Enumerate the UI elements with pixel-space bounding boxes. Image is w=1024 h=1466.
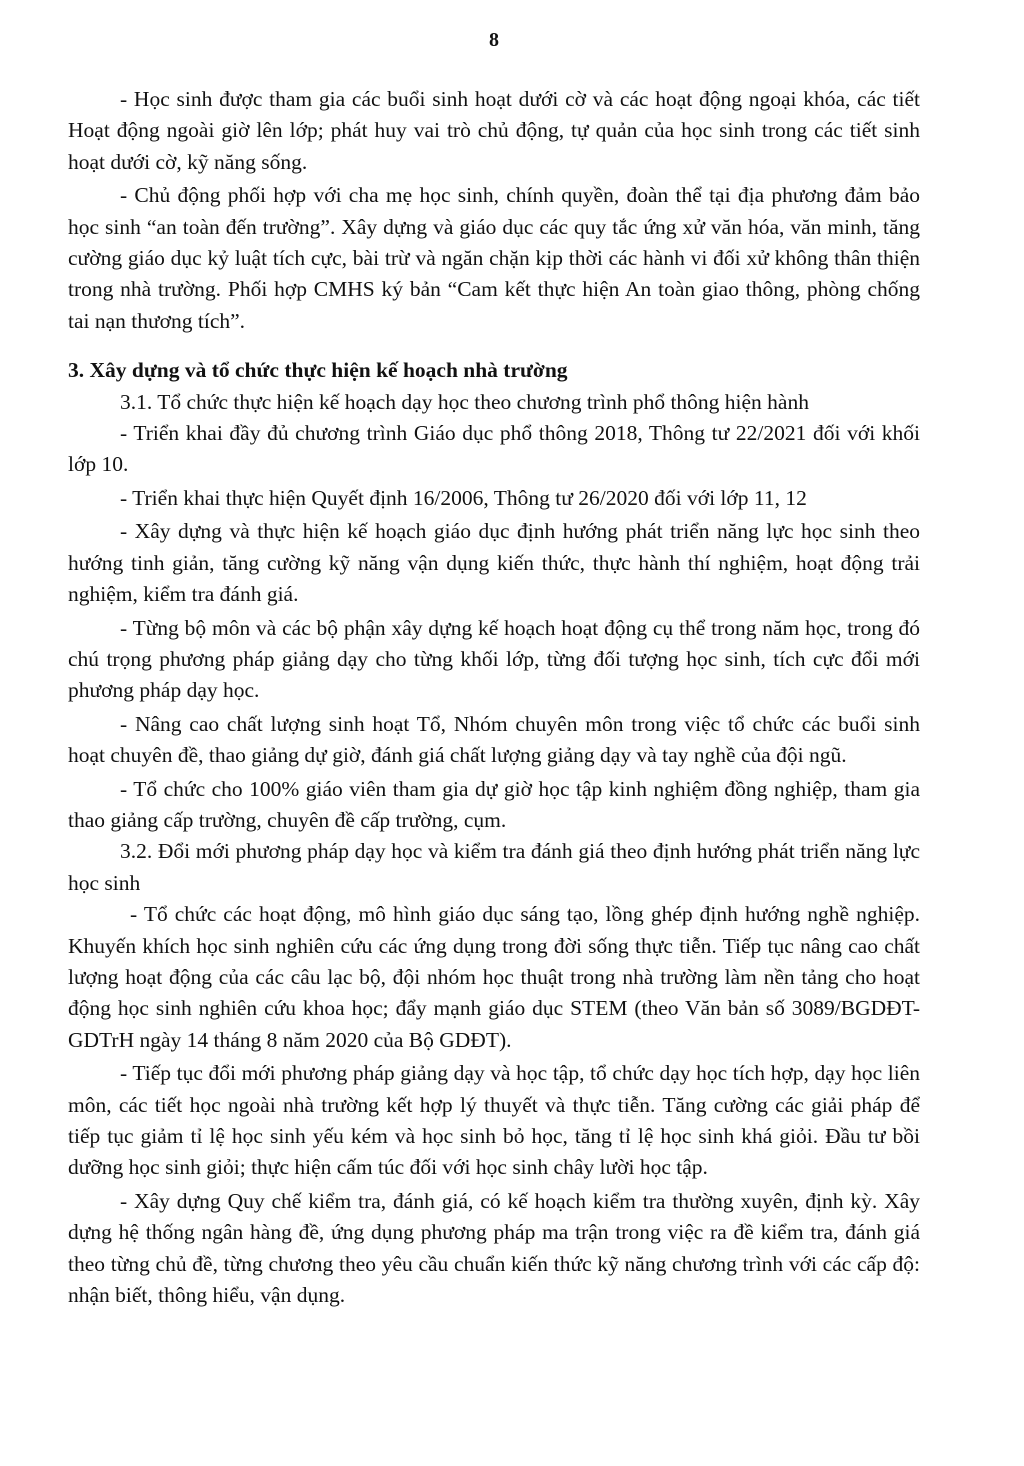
list-item: - Từng bộ môn và các bộ phận xây dựng kế hoạch hoạt động cụ thể trong năm học, trong đó chú trọng phương pháp giảng dạy cho từng khối lớp, từng đối tượng học sinh, tích cực đổi mới phương pháp dạy học. (68, 615, 920, 703)
list-item: - Triển khai đầy đủ chương trình Giáo dục phổ thông 2018, Thông tư 22/2021 đối với khối lớp 10. (68, 421, 920, 477)
list-item: - Triển khai thực hiện Quyết định 16/2006, Thông tư 26/2020 đối với lớp 11, 12 (120, 485, 807, 510)
subsection-title-3-2: 3.2. Đổi mới phương pháp dạy học và kiểm tra đánh giá theo định hướng phát triển năng lực học sinh (68, 839, 920, 895)
list-item: - Tổ chức cho 100% giáo viên tham gia dự giờ học tập kinh nghiệm đồng nghiệp, tham gia thao giảng cấp trường, chuyên đề cấp trường, cụm. (68, 776, 920, 832)
list-item: - Tiếp tục đổi mới phương pháp giảng dạy và học tập, tổ chức dạy học tích hợp, dạy học liên môn, các tiết học ngoài nhà trường kết hợp lý thuyết và thực tiễn. Tăng cường các giải pháp để tiếp tục giảm tỉ lệ học sinh yếu kém và học sinh bỏ học, tăng tỉ lệ học sinh khá giỏi. Đầu tư bồi dưỡng học sinh giỏi; thực hiện cấm túc đối với học sinh chây lười học tập. (68, 1061, 920, 1180)
paragraph-student-activities: - Học sinh được tham gia các buổi sinh hoạt dưới cờ và các hoạt động ngoại khóa, các tiết Hoạt động ngoài giờ lên lớp; phát huy vai trò chủ động, tự quản của học sinh trong các tiết sinh hoạt dưới cờ, kỹ năng sống. (68, 87, 920, 174)
list-item: - Tổ chức các hoạt động, mô hình giáo dục sáng tạo, lồng ghép định hướng nghề nghiệp. Khuyến khích học sinh nghiên cứu các ứng dụng trong đời sống thực tiễn. Tiếp tục nâng cao chất lượng hoạt động của các câu lạc bộ, đội nhóm học thuật trong nhà trường làm nền tảng cho hoạt động học sinh nghiên cứu khoa học; đẩy mạnh giáo dục STEM (theo Văn bản số 3089/BGDĐT-GDTrH ngày 14 tháng 8 năm 2020 của Bộ GDĐT). (68, 902, 920, 1052)
list-item: - Nâng cao chất lượng sinh hoạt Tổ, Nhóm chuyên môn trong việc tổ chức các buổi sinh hoạt chuyên đề, thao giảng dự giờ, đánh giá chất lượng giảng dạy và tay nghề của đội ngũ. (68, 711, 920, 768)
list-item: - Xây dựng Quy chế kiểm tra, đánh giá, có kế hoạch kiểm tra thường xuyên, định kỳ. Xây dựng hệ thống ngân hàng đề, ứng dụng phương pháp ma trận trong việc ra đề kiểm tra, đánh giá theo từng chủ đề, từng chương theo yêu cầu chuẩn kiến thức kỹ năng chương trình với các cấp độ: nhận biết, thông hiểu, vận dụng. (68, 1188, 920, 1308)
section-heading: 3. Xây dựng và tổ chức thực hiện kế hoạch nhà trường (68, 358, 568, 383)
page-number: 8 (489, 29, 499, 51)
list-item: - Xây dựng và thực hiện kế hoạch giáo dục định hướng phát triển năng lực học sinh theo hướng tinh giản, tăng cường kỹ năng vận dụng kiến thức, thực hành thí nghiệm, hoạt động trải nghiệm, kiểm tra đánh giá. (68, 519, 920, 607)
paragraph-parent-coordination: - Chủ động phối hợp với cha mẹ học sinh, chính quyền, đoàn thể tại địa phương đảm bảo học sinh “an toàn đến trường”. Xây dựng và giáo dục các quy tắc ứng xử văn hóa, văn minh, tăng cường giáo dục kỷ luật tích cực, bài trừ và ngăn chặn kịp thời các hành vi đối xử không thân thiện trong nhà trường. Phối hợp CMHS ký bản “Cam kết thực hiện An toàn giao thông, phòng chống tai nạn thương tích”. (68, 183, 920, 333)
subsection-title-3-1: 3.1. Tổ chức thực hiện kế hoạch dạy học theo chương trình phổ thông hiện hành (120, 389, 809, 414)
